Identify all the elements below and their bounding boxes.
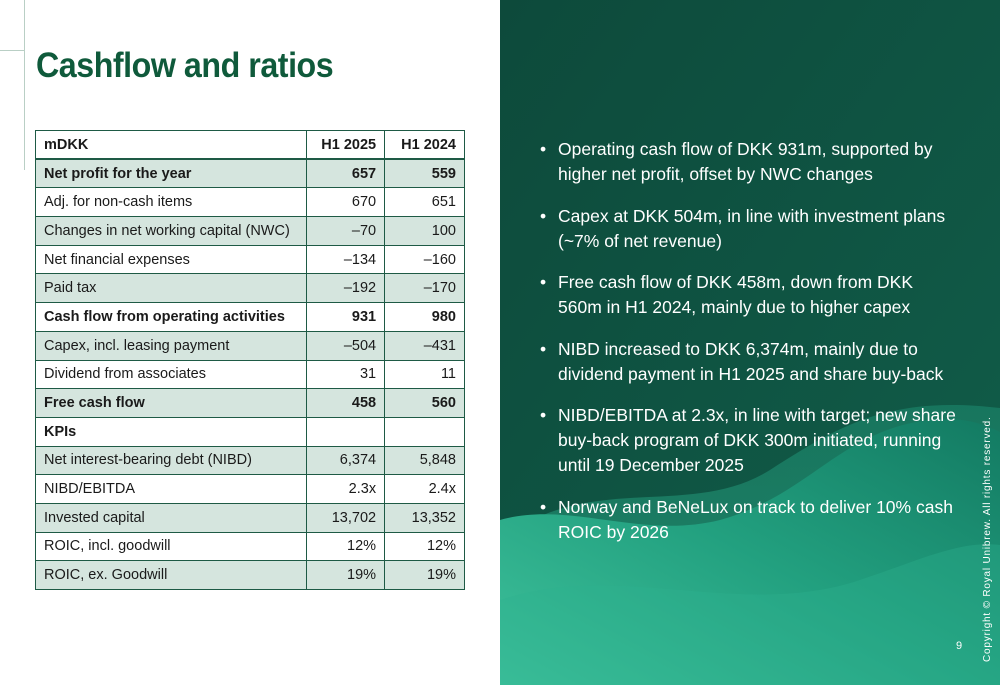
table-row <box>36 274 465 303</box>
table-row <box>36 417 465 446</box>
row-value-h1-2024: 100 <box>385 217 465 246</box>
row-label: Capex, incl. leasing payment <box>36 331 307 360</box>
row-label: Free cash flow <box>36 389 307 418</box>
page-number: 9 <box>956 640 963 652</box>
copyright-notice: Copyright © Royal Unibrew. All rights reserved. <box>982 416 993 662</box>
table-row <box>36 360 465 389</box>
row-label: Net financial expenses <box>36 245 307 274</box>
accent-line-horizontal <box>0 50 24 51</box>
row-label: Invested capital <box>36 503 307 532</box>
table-row <box>36 303 465 332</box>
table-row <box>36 561 465 590</box>
table-row <box>36 188 465 217</box>
row-value-h1-2024: 12% <box>385 532 465 561</box>
header-col-h1-2024: H1 2024 <box>385 131 465 160</box>
row-label: KPIs <box>36 417 307 446</box>
header-col-h1-2025: H1 2025 <box>307 131 385 160</box>
bullet-item: • Norway and BeNeLux on track to deliver 10% cash ROIC by 2026 <box>538 495 958 545</box>
row-label: Paid tax <box>36 274 307 303</box>
row-value-h1-2024: –170 <box>385 274 465 303</box>
row-value-h1-2024: 5,848 <box>385 446 465 475</box>
row-value-h1-2025 <box>307 417 385 446</box>
row-value-h1-2025: 458 <box>307 389 385 418</box>
row-value-h1-2025: 13,702 <box>307 503 385 532</box>
row-value-h1-2024: 19% <box>385 561 465 590</box>
row-value-h1-2024: –431 <box>385 331 465 360</box>
table-row <box>36 446 465 475</box>
table-row <box>36 331 465 360</box>
bullet-item: • Capex at DKK 504m, in line with investment plans (~7% of net revenue) <box>538 204 958 254</box>
row-value-h1-2024: 560 <box>385 389 465 418</box>
page-title: Cashflow and ratios <box>36 46 334 85</box>
bullet-item: • Operating cash flow of DKK 931m, supported by higher net profit, offset by NWC changes <box>538 137 958 187</box>
table-row <box>36 503 465 532</box>
row-label: Dividend from associates <box>36 360 307 389</box>
row-label: ROIC, ex. Goodwill <box>36 561 307 590</box>
bullet-item: • Free cash flow of DKK 458m, down from DKK 560m in H1 2024, mainly due to higher capex <box>538 270 958 320</box>
cashflow-table <box>35 130 465 590</box>
row-label: Cash flow from operating activities <box>36 303 307 332</box>
row-label: Adj. for non-cash items <box>36 188 307 217</box>
row-value-h1-2025: 31 <box>307 360 385 389</box>
row-label: Changes in net working capital (NWC) <box>36 217 307 246</box>
row-label: ROIC, incl. goodwill <box>36 532 307 561</box>
table-row <box>36 245 465 274</box>
table-row <box>36 389 465 418</box>
row-label: NIBD/EBITDA <box>36 475 307 504</box>
table-row <box>36 217 465 246</box>
row-value-h1-2025: 2.3x <box>307 475 385 504</box>
table-row <box>36 475 465 504</box>
row-value-h1-2024: 2.4x <box>385 475 465 504</box>
header-label: mDKK <box>36 131 307 160</box>
row-value-h1-2025: 931 <box>307 303 385 332</box>
row-label: Net interest-bearing debt (NIBD) <box>36 446 307 475</box>
row-value-h1-2024: 13,352 <box>385 503 465 532</box>
bullet-list <box>538 137 958 561</box>
row-value-h1-2025: –70 <box>307 217 385 246</box>
row-value-h1-2024: –160 <box>385 245 465 274</box>
row-value-h1-2025: –134 <box>307 245 385 274</box>
accent-line-vertical <box>24 0 25 170</box>
row-value-h1-2025: 19% <box>307 561 385 590</box>
row-value-h1-2024: 980 <box>385 303 465 332</box>
row-value-h1-2024 <box>385 417 465 446</box>
row-value-h1-2025: –192 <box>307 274 385 303</box>
table-row <box>36 532 465 561</box>
table-row <box>36 159 465 188</box>
right-pane <box>500 0 1000 685</box>
row-value-h1-2024: 11 <box>385 360 465 389</box>
row-value-h1-2024: 559 <box>385 159 465 188</box>
row-label: Net profit for the year <box>36 159 307 188</box>
row-value-h1-2025: 670 <box>307 188 385 217</box>
bullet-item: • NIBD increased to DKK 6,374m, mainly due to dividend payment in H1 2025 and share buy-back <box>538 337 958 387</box>
row-value-h1-2024: 651 <box>385 188 465 217</box>
row-value-h1-2025: –504 <box>307 331 385 360</box>
table-body <box>36 159 465 589</box>
row-value-h1-2025: 657 <box>307 159 385 188</box>
row-value-h1-2025: 6,374 <box>307 446 385 475</box>
table-header-row <box>36 131 465 160</box>
row-value-h1-2025: 12% <box>307 532 385 561</box>
bullet-item: • NIBD/EBITDA at 2.3x, in line with target; new share buy-back program of DKK 300m initiated, running until 19 December 2025 <box>538 403 958 478</box>
